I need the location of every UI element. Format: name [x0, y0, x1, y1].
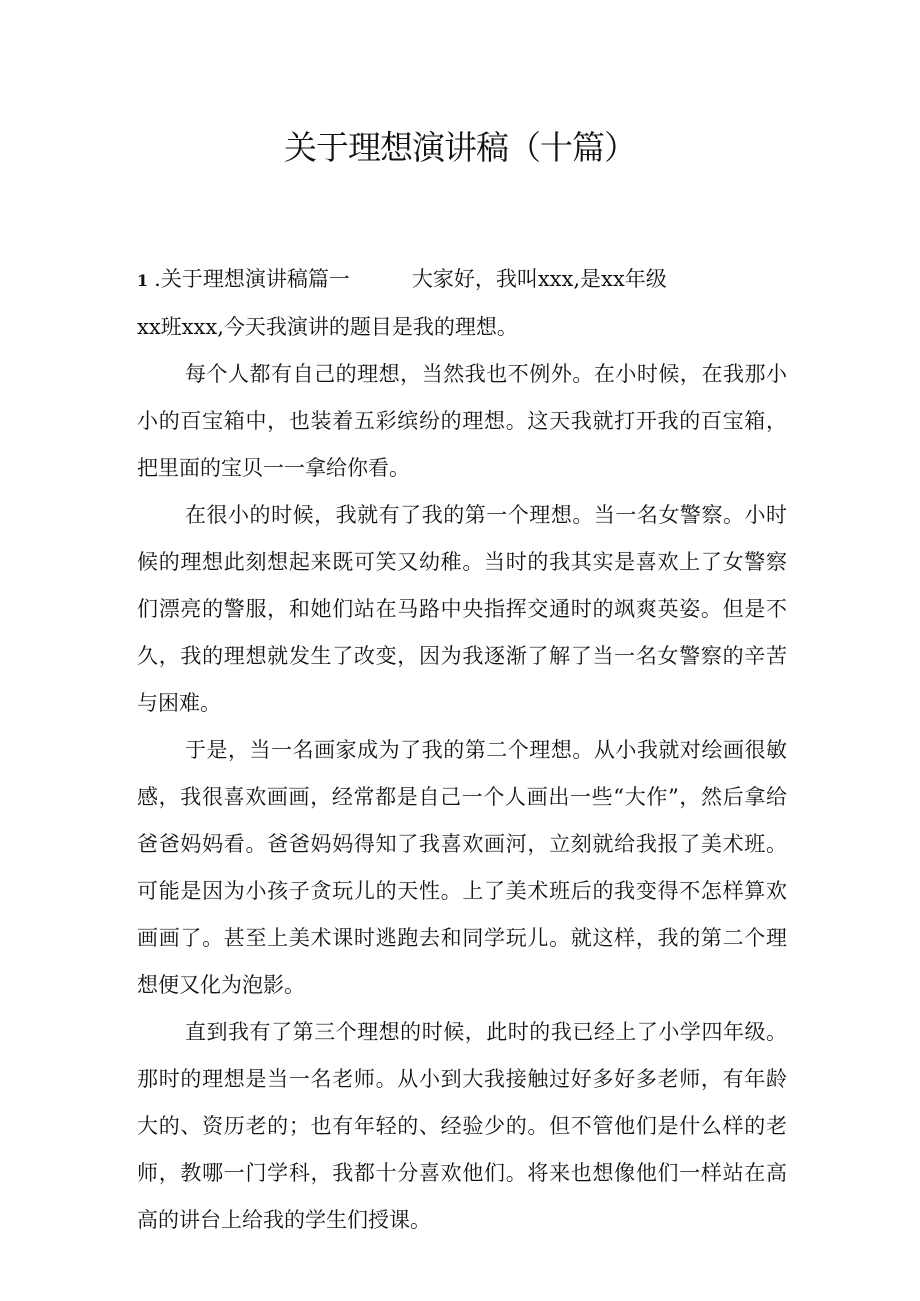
paragraph: 直到我有了第三个理想的时候，此时的我已经上了小学四年级。那时的理想是当一名老师。从小到大我接触过好多好多老师，有年龄大的、资历老的；也有年轻的、经验少的。但不管他们是什么样的老师，教哪一门学科，我都十分喜欢他们。将来也想像他们一样站在高高的讲台上给我的学生们授课。 [137, 1020, 787, 1232]
section-heading [137, 256, 787, 304]
paragraph: 每个人都有自己的理想，当然我也不例外。在小时候，在我那小小的百宝箱中，也装着五彩缤纷的理想。这天我就打开我的百宝箱，把里面的宝贝一一拿给你看。 [137, 362, 787, 480]
speech-opening: 大家好，我叫xxx,是xx年级 [411, 267, 667, 291]
paragraph: 在很小的时候，我就有了我的第一个理想。当一名女警察。小时候的理想此刻想起来既可笑又幼稚。当时的我其实是喜欢上了女警察们漂亮的警服，和她们站在马路中央指挥交通时的飒爽英姿。但是不久，我的理想就发生了改变，因为我逐渐了解了当一名女警察的辛苦与困难。 [137, 503, 787, 715]
page-title: 关于理想演讲稿（十篇） [284, 128, 636, 167]
section-number: 1 [137, 271, 149, 290]
document-body [137, 256, 787, 1244]
paragraph: 于是，当一名画家成为了我的第二个理想。从小我就对绘画很敏感，我很喜欢画画，经常都是自己一个人画出一些“大作”，然后拿给爸爸妈妈看。爸爸妈妈得知了我喜欢画河，立刻就给我报了美术班。可能是因为小孩子贪玩儿的天性。上了美术班后的我变得不怎样算欢画画了。甚至上美术课时逃跑去和同学玩儿。就这样，我的第二个理想便又化为泡影。 [137, 738, 787, 997]
paragraph-intro-continuation: xx班xxx,今天我演讲的题目是我的理想。 [137, 315, 518, 339]
section-heading-text: .关于理想演讲稿篇一 [154, 267, 350, 291]
